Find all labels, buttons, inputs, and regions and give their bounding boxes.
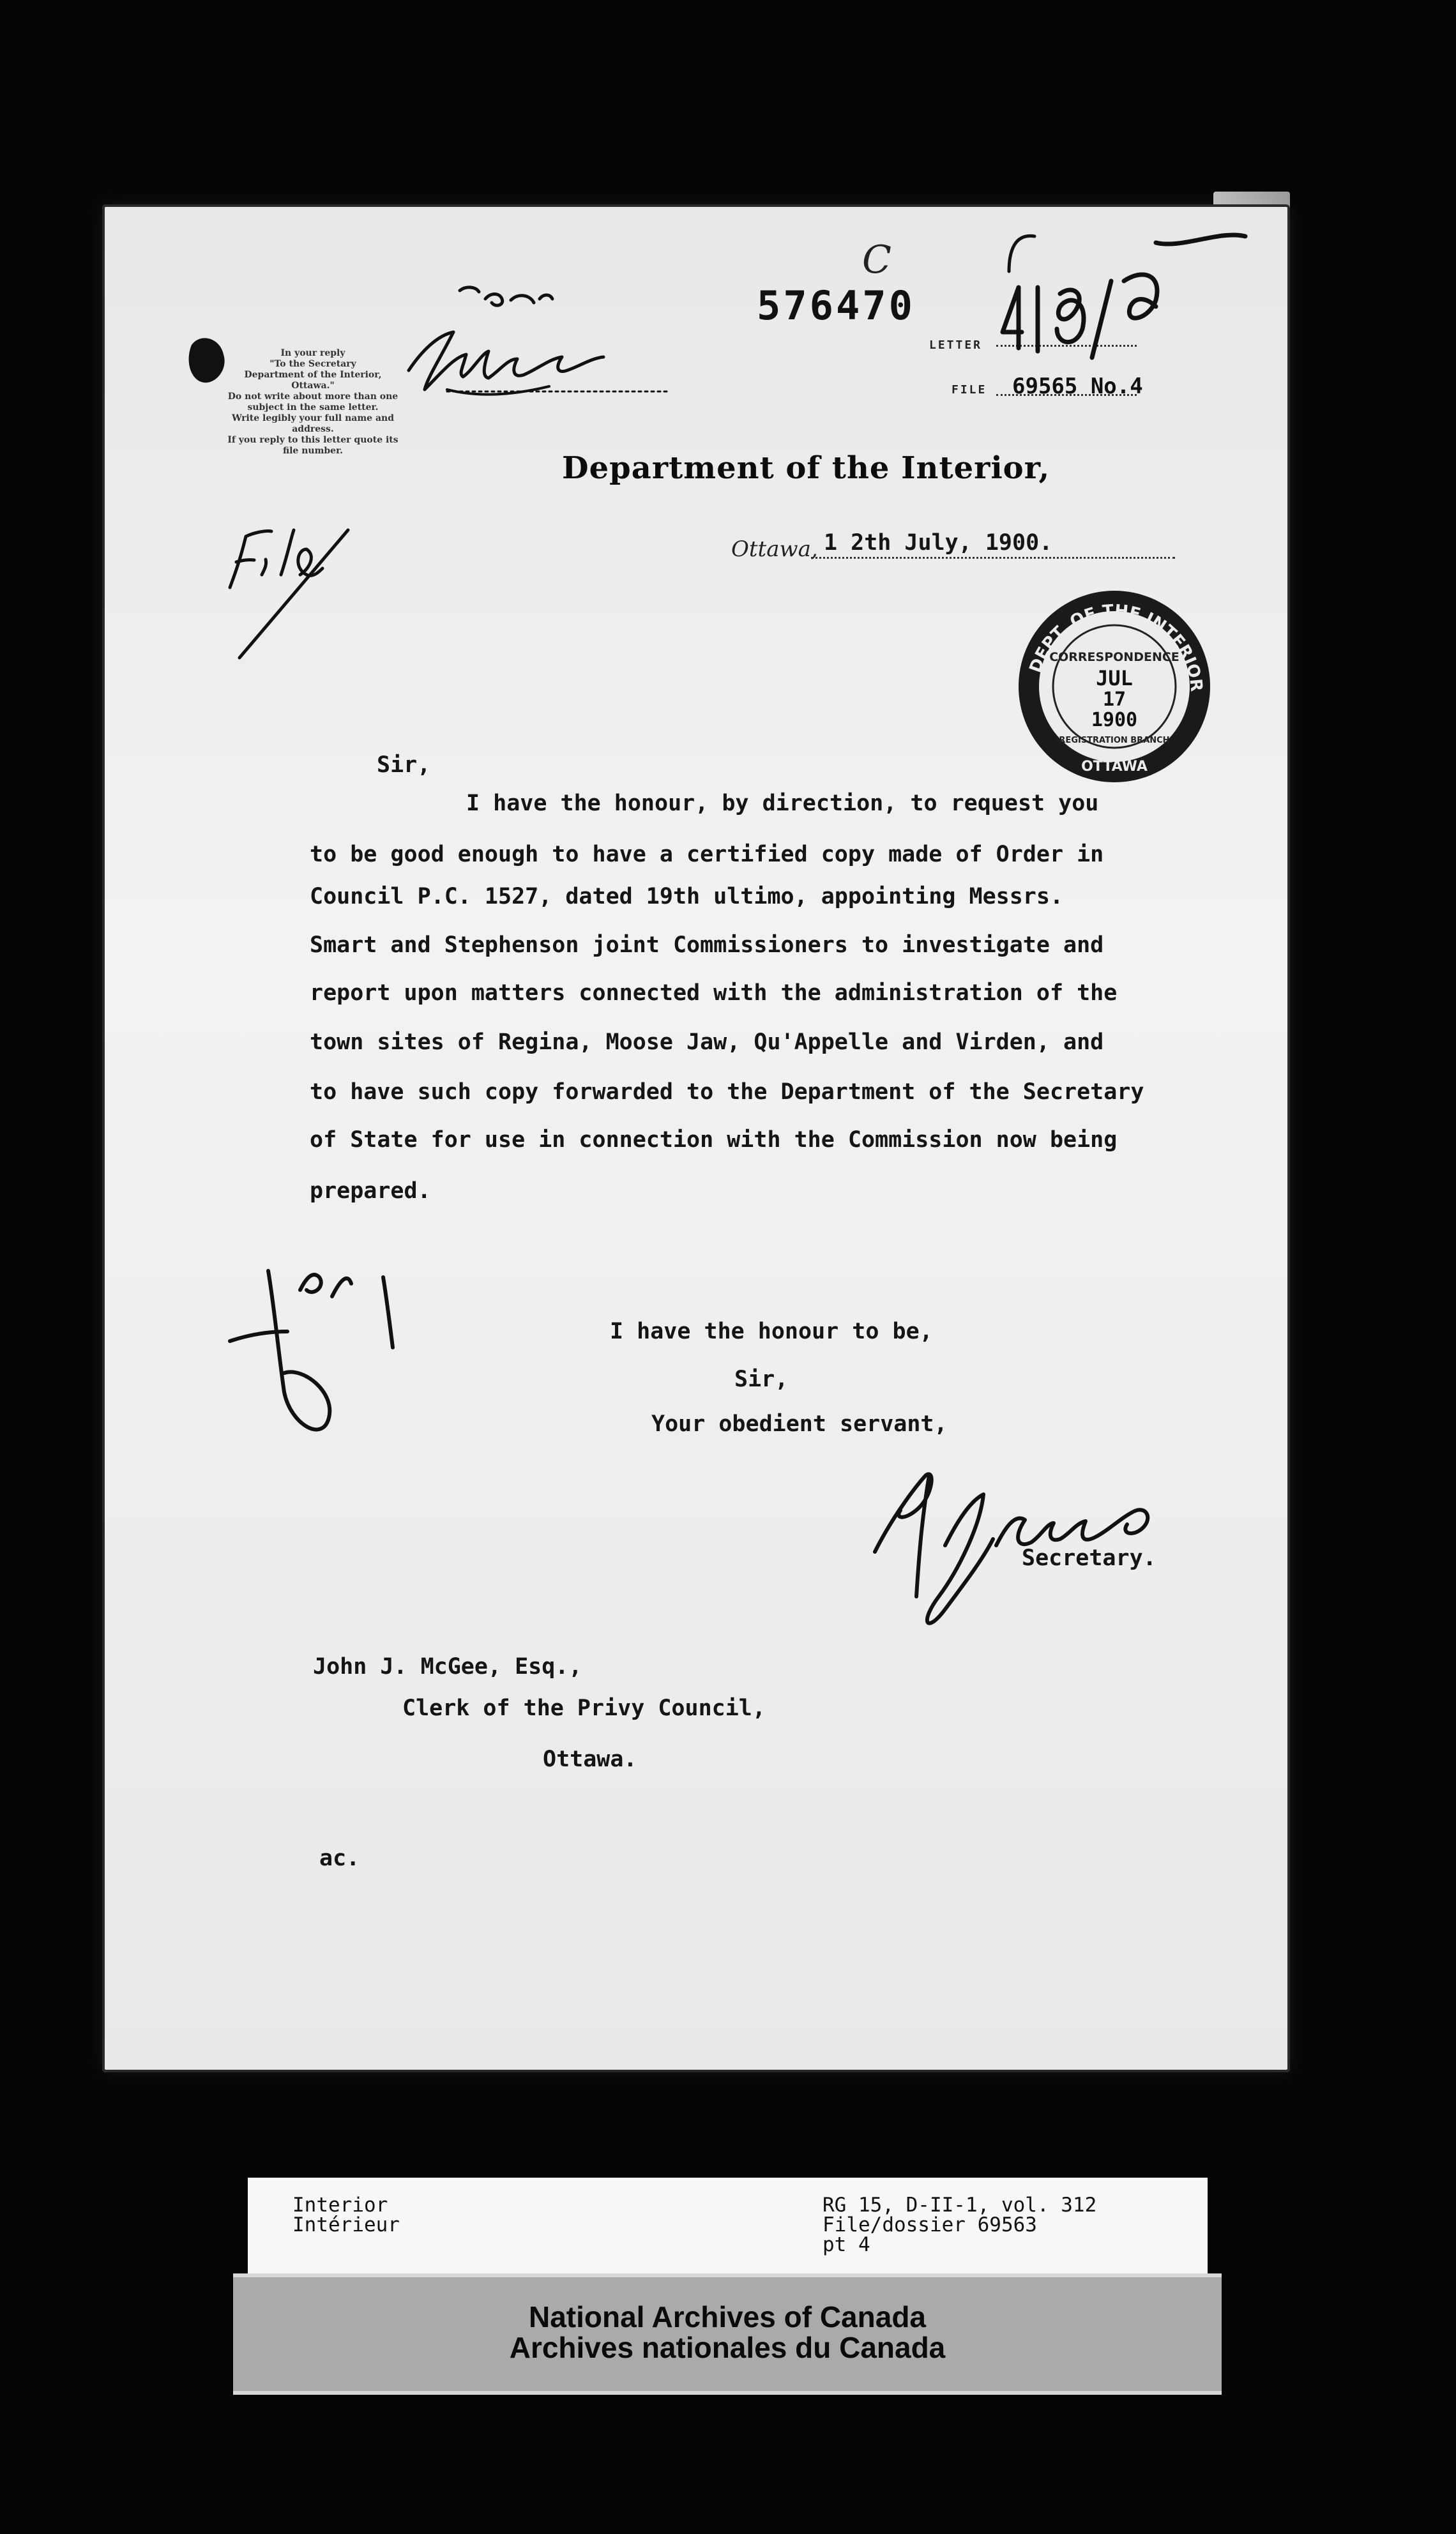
archive-file-number: File/dossier 69563 xyxy=(823,2213,1037,2236)
recipient-title: Clerk of the Privy Council, xyxy=(402,1696,766,1721)
archives-name-fr: Archives nationales du Canada xyxy=(509,2331,946,2364)
handwritten-docket xyxy=(460,287,552,305)
instruction-line: Write legibly your full name and xyxy=(232,413,394,423)
body-line: Council P.C. 1527, dated 19th ultimo, appointing Messrs. xyxy=(310,884,1064,909)
stamp-inner-text: CORRESPONDENCE xyxy=(1049,650,1179,664)
stamp-ring-text: DEPT. OF THE INTERIOR xyxy=(1026,601,1206,693)
archive-reference-strip xyxy=(248,2178,1208,2279)
body-line: report upon matters connected with the administration of the xyxy=(310,980,1118,1006)
archives-banner xyxy=(233,2273,1222,2395)
instruction-line: address. xyxy=(292,424,334,434)
stamp-city: OTTAWA xyxy=(1081,759,1148,775)
archive-reference xyxy=(823,2196,1096,2255)
handwritten-slash xyxy=(239,530,348,658)
body-line: prepared. xyxy=(310,1178,431,1204)
salutation: Sir, xyxy=(377,752,431,778)
stamp-month: JUL xyxy=(1096,666,1133,690)
place: Ottawa, xyxy=(731,536,818,562)
archive-part: pt 4 xyxy=(823,2233,870,2256)
stamp-year: 1900 xyxy=(1091,709,1138,731)
body-line: of State for use in connection with the Commission now being xyxy=(310,1127,1118,1153)
body-line: to have such copy forwarded to the Department of the Secretary xyxy=(310,1079,1144,1105)
archive-department xyxy=(292,2196,400,2235)
closing-line: Your obedient servant, xyxy=(651,1411,948,1437)
closing-line: I have the honour to be, xyxy=(610,1319,933,1344)
signature-underline xyxy=(447,386,549,395)
body-line: I have the honour, by direction, to request you xyxy=(466,791,1099,816)
body-line: Smart and Stephenson joint Commissioners to investigate and xyxy=(310,932,1104,958)
document-number: 576470 xyxy=(757,282,915,329)
closing-line: Sir, xyxy=(734,1367,789,1392)
body-line: to be good enough to have a certified copy made of Order in xyxy=(310,842,1104,867)
archive-department-fr: Intérieur xyxy=(292,2213,400,2236)
instruction-line: If you reply to this letter quote its xyxy=(227,435,398,445)
instruction-line: "To the Secretary xyxy=(269,359,356,369)
instruction-line: subject in the same letter. xyxy=(247,402,379,413)
stamp-day: 17 xyxy=(1102,688,1126,711)
handwritten-stroke xyxy=(1009,236,1035,271)
typist-initials: ac. xyxy=(319,1846,360,1871)
archives-name-en: National Archives of Canada xyxy=(528,2300,926,2333)
handwritten-number-418a xyxy=(1003,235,1245,358)
signature-title: Secretary. xyxy=(1022,1545,1156,1571)
recipient-name: John J. McGee, Esq., xyxy=(313,1654,582,1680)
department-heading: Department of the Interior, xyxy=(562,450,1050,486)
instruction-line: Do not write about more than one xyxy=(227,391,398,402)
instruction-line: In your reply xyxy=(280,348,345,358)
file-label: FILE xyxy=(952,383,987,397)
archive-record-group: RG 15, D-II-1, vol. 312 xyxy=(823,2194,1097,2217)
recipient-city: Ottawa. xyxy=(543,1747,637,1772)
instruction-line: file number. xyxy=(282,446,344,456)
archive-department-en: Interior xyxy=(292,2194,388,2217)
handwritten-signature-secretary xyxy=(875,1474,1148,1623)
handwritten-signature-mcgee xyxy=(409,332,603,390)
file-number: 69565 No.4 xyxy=(1012,374,1143,399)
handwritten-margin-note xyxy=(230,1271,393,1430)
date: 1 2th July, 1900. xyxy=(824,530,1053,556)
document-number-suffix: C xyxy=(862,238,891,282)
instruction-line: Department of the Interior, xyxy=(244,370,382,380)
body-line: town sites of Regina, Moose Jaw, Qu'Appelle and Virden, and xyxy=(310,1029,1104,1055)
letter-label: LETTER xyxy=(929,338,983,352)
stamp-lower-text: REGISTRATION BRANCH xyxy=(1059,736,1170,745)
instruction-line: Ottawa." xyxy=(291,381,335,391)
